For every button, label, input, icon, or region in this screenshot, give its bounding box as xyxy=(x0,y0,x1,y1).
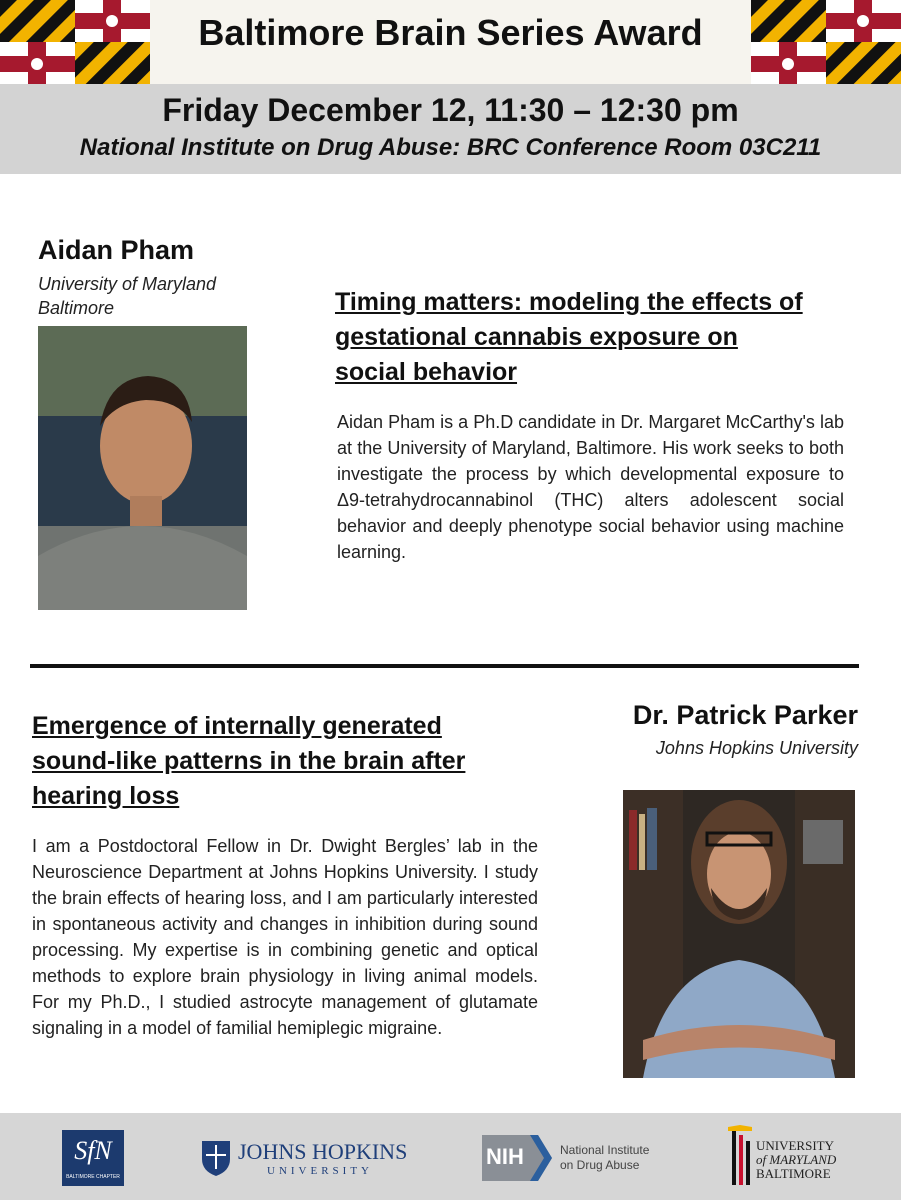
jhu-logo-line2: UNIVERSITY xyxy=(267,1165,373,1177)
speaker2-talk-title xyxy=(32,709,572,814)
jhu-logo-line1: JOHNS HOPKINS xyxy=(238,1139,408,1164)
sfn-logo-mark: SfN xyxy=(74,1136,112,1165)
jhu-logo xyxy=(200,1137,410,1181)
speaker2-photo xyxy=(623,790,855,1078)
sfn-logo xyxy=(62,1130,124,1186)
speaker2-talk-title-line3: hearing loss xyxy=(32,782,180,810)
nih-logo xyxy=(482,1135,662,1181)
date-location-band xyxy=(0,84,901,174)
jhu-shield-icon xyxy=(200,1139,232,1177)
speaker2-talk-title-line2: sound-like patterns in the brain after xyxy=(32,747,466,775)
umb-logo-text xyxy=(756,1139,836,1181)
nih-logo-line2: on Drug Abuse xyxy=(560,1158,640,1172)
speaker1-talk-title xyxy=(335,285,855,390)
umb-logo-line1: UNIVERSITY xyxy=(756,1138,834,1153)
maryland-flag-left xyxy=(0,0,150,84)
header-banner xyxy=(0,0,901,84)
speaker1-name: Aidan Pham xyxy=(38,235,195,265)
speaker1-talk-title-line3: social behavior xyxy=(335,358,518,386)
umb-logo-line2: of MARYLAND xyxy=(756,1152,837,1167)
event-location: National Institute on Drug Abuse: BRC Conference Room 03C211 xyxy=(79,134,822,161)
speaker2-name: Dr. Patrick Parker xyxy=(632,700,858,730)
section-divider xyxy=(30,664,859,668)
nih-logo-line1: National Institute xyxy=(560,1143,650,1157)
speaker1-affiliation-line2: Baltimore xyxy=(38,298,115,318)
speaker2-affiliation: Johns Hopkins University xyxy=(655,738,858,758)
sfn-logo-subtext: BALTIMORE CHAPTER xyxy=(66,1174,120,1180)
nih-logo-text xyxy=(560,1143,649,1173)
speaker1-talk-title-line2: gestational cannabis exposure on xyxy=(335,323,738,351)
event-title: Baltimore Brain Series Award xyxy=(198,12,703,53)
speaker1-talk-title-line1: Timing matters: modeling the effects of xyxy=(335,288,803,316)
nih-mark-text: NIH xyxy=(486,1144,524,1169)
speaker1-bio: Aidan Pham is a Ph.D candidate in Dr. Margaret McCarthy's lab at the University of Maryland, Baltimore. His work seeks to both investigate the process by which developmental exposure to Δ9-tetrahydrocannabinol (THC) alters adolescent social behavior and deeply phenotype social behavior using machine learning. xyxy=(337,412,844,562)
event-date-time: Friday December 12, 11:30 – 12:30 pm xyxy=(162,92,739,128)
maryland-flag-right xyxy=(751,0,901,84)
speaker2-bio: I am a Postdoctoral Fellow in Dr. Dwight Bergles’ lab in the Neuroscience Department at Johns Hopkins University. I study the brain effects of hearing loss, and I am particularly interested in spontaneous activity and changes in inhibition during sound processing. My expertise is in combining genetic and optical methods to explore brain physiology in living animal models. For my Ph.D., I studied astrocyte management of glutamate signaling in a model of familial hemiplegic migraine. xyxy=(32,836,538,1038)
umb-logo-line3: BALTIMORE xyxy=(756,1166,831,1181)
umb-tower-icon xyxy=(728,1125,752,1185)
speaker1-affiliation-line1: University of Maryland xyxy=(38,274,217,294)
speaker1-affiliation xyxy=(38,272,216,320)
umb-logo xyxy=(728,1125,858,1187)
sponsor-footer xyxy=(0,1113,901,1200)
speaker2-talk-title-line1: Emergence of internally generated xyxy=(32,712,442,740)
speaker1-photo xyxy=(38,326,247,610)
